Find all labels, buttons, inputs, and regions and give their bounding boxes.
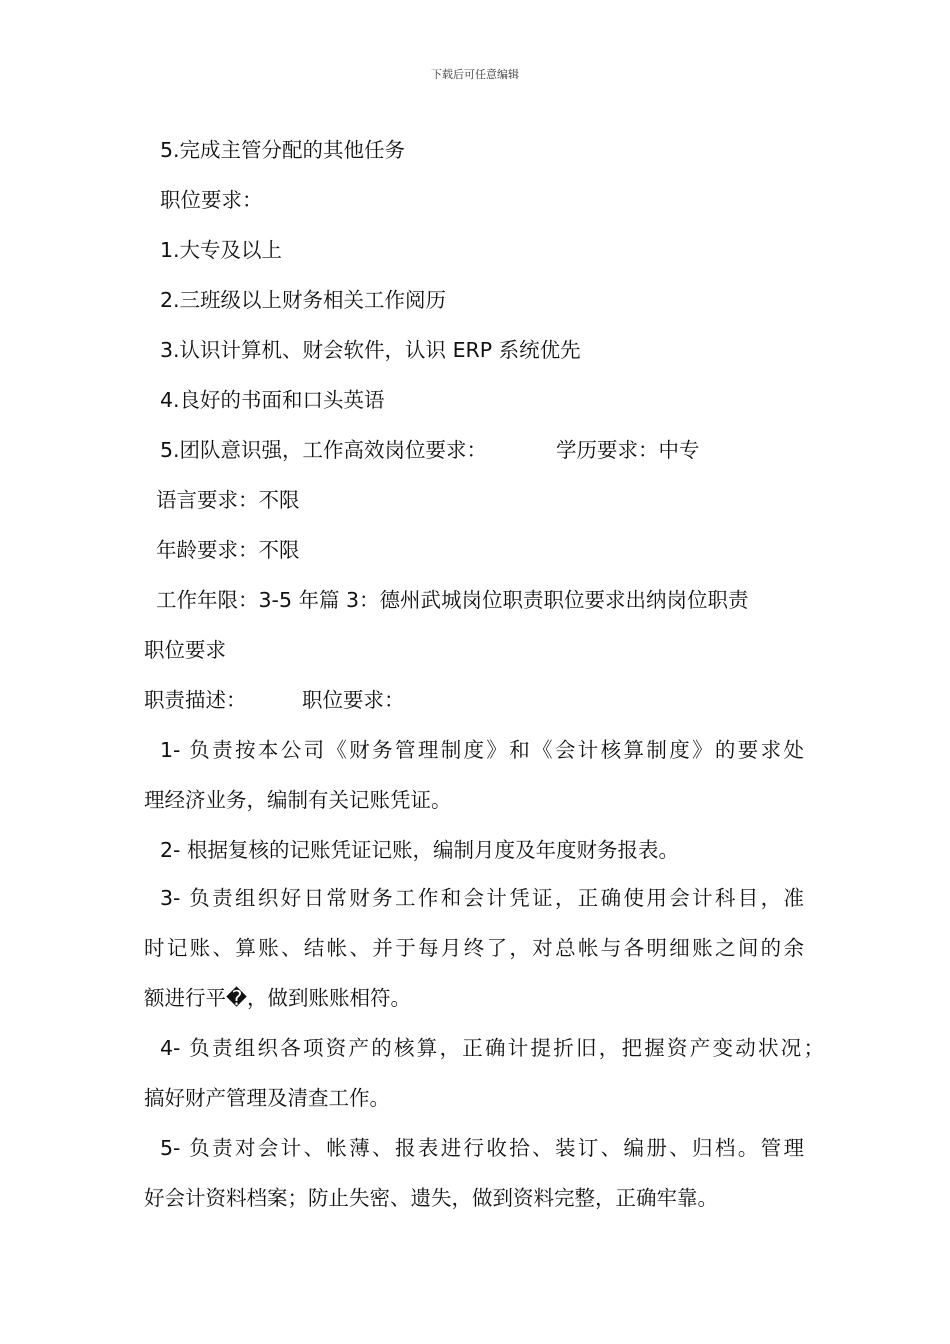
requirement-item-2: 2.三班级以上财务相关工作阅历	[160, 288, 447, 312]
language-requirement: 语言要求：不限	[156, 488, 300, 512]
duty-paragraph-4-line-2: 搞好财产管理及清查工作。	[144, 1086, 390, 1110]
duty-paragraph-5-line-1: 5- 负责对会计、帐薄、报表进行收拾、装订、编册、归档。管理	[160, 1136, 804, 1160]
page-header: 下载后可任意编辑	[431, 68, 519, 81]
requirement-item-3: 3.认识计算机、财会软件，认识 ERP 系统优先	[160, 338, 581, 362]
duty-paragraph-5-line-2: 好会计资料档案；防止失密、遗失，做到资料完整，正确牢靠。	[144, 1186, 718, 1210]
duty-paragraph-3-line-3: 额进行平�，做到账账相符。	[144, 986, 412, 1010]
requirement-item-1: 1.大专及以上	[160, 238, 283, 262]
duty-paragraph-1-line-1: 1- 负责按本公司《财务管理制度》和《会计核算制度》的要求处	[160, 738, 804, 762]
duty-paragraph-3-line-2: 时记账、算账、结帐、并于每月终了，对总帐与各明细账之间的余	[144, 936, 804, 960]
experience-requirement: 工作年限：3-5 年篇 3：德州武城岗位职责职位要求出纳岗位职责	[156, 588, 749, 612]
duty-description-label: 职责描述：	[144, 688, 247, 712]
duty-paragraph-3-line-1: 3- 负责组织好日常财务工作和会计凭证，正确使用会计科目，准	[160, 886, 804, 910]
position-requirement-label: 职位要求：	[302, 688, 405, 712]
requirement-item-4: 4.良好的书面和口头英语	[160, 388, 385, 412]
duty-paragraph-4-line-1: 4- 负责组织各项资产的核算，正确计提折旧，把握资产变动状况；	[160, 1036, 824, 1060]
requirements-heading: 职位要求：	[160, 188, 263, 212]
section-title: 职位要求	[144, 638, 226, 662]
education-requirement: 学历要求：中专	[556, 438, 700, 462]
age-requirement: 年龄要求：不限	[156, 538, 300, 562]
requirement-item-5: 5.团队意识强，工作高效岗位要求：	[160, 438, 488, 462]
duty-item-5: 5.完成主管分配的其他任务	[160, 138, 406, 162]
duty-paragraph-1-line-2: 理经济业务，编制有关记账凭证。	[144, 788, 452, 812]
duty-paragraph-2: 2- 根据复核的记账凭证记账，编制月度及年度财务报表。	[160, 838, 679, 862]
